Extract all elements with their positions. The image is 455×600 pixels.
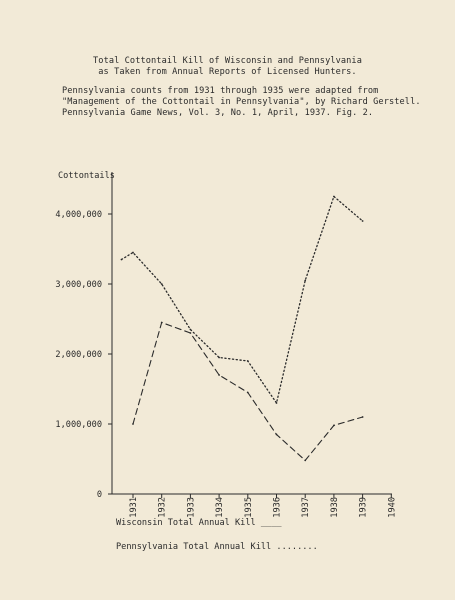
- data-point-pennsylvania: [132, 252, 134, 254]
- source-note-line-1: Pennsylvania counts from 1931 through 1935 were adapted from: [62, 86, 379, 96]
- x-tick-label: 1940: [387, 497, 398, 518]
- y-tick-label: 4,000,000: [55, 210, 102, 220]
- y-tick-label: 1,000,000: [55, 420, 102, 430]
- y-ticks-group: [55, 210, 112, 500]
- data-point-pennsylvania: [161, 283, 163, 285]
- source-note-line-2: "Management of the Cottontail in Pennsylvania", by Richard Gerstell.: [62, 97, 421, 107]
- series-line-wisconsin: [133, 323, 363, 461]
- x-tick-label: 1938: [329, 497, 340, 518]
- y-tick-label: 0: [96, 490, 102, 500]
- x-ticks-group: [129, 494, 397, 518]
- y-tick-label: 3,000,000: [55, 280, 102, 290]
- data-point-wisconsin: [333, 425, 335, 427]
- data-point-pennsylvania: [121, 259, 123, 261]
- x-tick-label: 1939: [358, 497, 369, 518]
- x-tick-label: 1933: [186, 497, 197, 518]
- data-point-wisconsin: [218, 374, 220, 376]
- data-point-wisconsin: [132, 423, 134, 425]
- legend-wisconsin: Wisconsin Total Annual Kill ____: [116, 518, 282, 528]
- data-point-pennsylvania: [304, 280, 306, 282]
- x-tick-label: 1936: [272, 497, 283, 518]
- data-point-wisconsin: [304, 460, 306, 462]
- data-point-pennsylvania: [190, 329, 192, 331]
- data-point-pennsylvania: [247, 360, 249, 362]
- x-tick-label: 1934: [215, 497, 226, 518]
- series-group: [121, 196, 364, 462]
- data-point-wisconsin: [362, 416, 364, 418]
- legend-pennsylvania: Pennsylvania Total Annual Kill ........: [116, 542, 318, 552]
- data-point-pennsylvania: [362, 220, 364, 222]
- x-tick-label: 1931: [129, 497, 139, 518]
- x-tick-label: 1932: [157, 497, 168, 518]
- y-tick-label: 2,000,000: [55, 350, 102, 360]
- data-point-wisconsin: [276, 434, 278, 436]
- chart-title-line-2: as Taken from Annual Reports of Licensed Hunters.: [98, 67, 357, 77]
- x-tick-label: 1935: [243, 497, 254, 518]
- y-axis-label: Cottontails: [58, 171, 115, 181]
- x-tick-label: 1937: [301, 497, 312, 518]
- data-point-pennsylvania: [333, 196, 335, 198]
- data-point-pennsylvania: [276, 402, 278, 404]
- data-point-wisconsin: [190, 332, 192, 334]
- data-point-pennsylvania: [218, 357, 220, 359]
- data-point-wisconsin: [161, 322, 163, 324]
- source-note-line-3: Pennsylvania Game News, Vol. 3, No. 1, April, 1937. Fig. 2.: [62, 108, 374, 118]
- chart-title-line-1: Total Cottontail Kill of Wisconsin and Pennsylvania: [93, 56, 362, 66]
- data-point-wisconsin: [247, 392, 249, 394]
- series-line-pennsylvania: [122, 197, 363, 404]
